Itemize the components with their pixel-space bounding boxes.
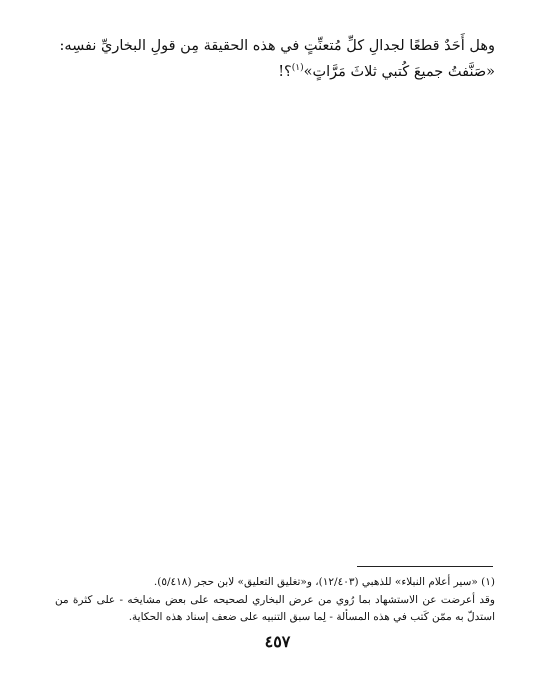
- main-text-block: [55, 34, 495, 84]
- bukhari-quote: «صَنَّفتُ جميعَ كُتبي ثلاثَ مَرَّاتٍ»: [303, 64, 495, 80]
- footnote-reference: (١): [291, 63, 304, 74]
- footnote-1: (١) «سير أعلام النبلاء» للذهبي (١٢/٤٠٣)، و«تغليق التعليق» لابن حجر (٥/٤١٨).: [153, 576, 495, 588]
- footnote-1-continuation: وقد أعرضت عن الاستشهاد بما رُوي من عرض البخاري لصحيحه على بعض مشايخه - على كثرة من استدلّ به ممّن كَتب في هذه المسألة - لِما سبق التنبيه على ضعف إسناد هذه الحكاية.: [55, 594, 495, 623]
- quotation-line: [55, 60, 495, 84]
- footnotes-block: [55, 574, 495, 626]
- page-number: ٤٥٧: [264, 632, 291, 651]
- main-paragraph-line-1: وهل أَحَدٌ قطعًا لجدالِ كلِّ مُتعنِّتٍ في هذه الحقيقة مِن قولِ البخاريِّ نفسِه:: [59, 38, 495, 54]
- quote-ending-punctuation: ؟!: [278, 64, 292, 80]
- footnote-separator: [357, 566, 493, 567]
